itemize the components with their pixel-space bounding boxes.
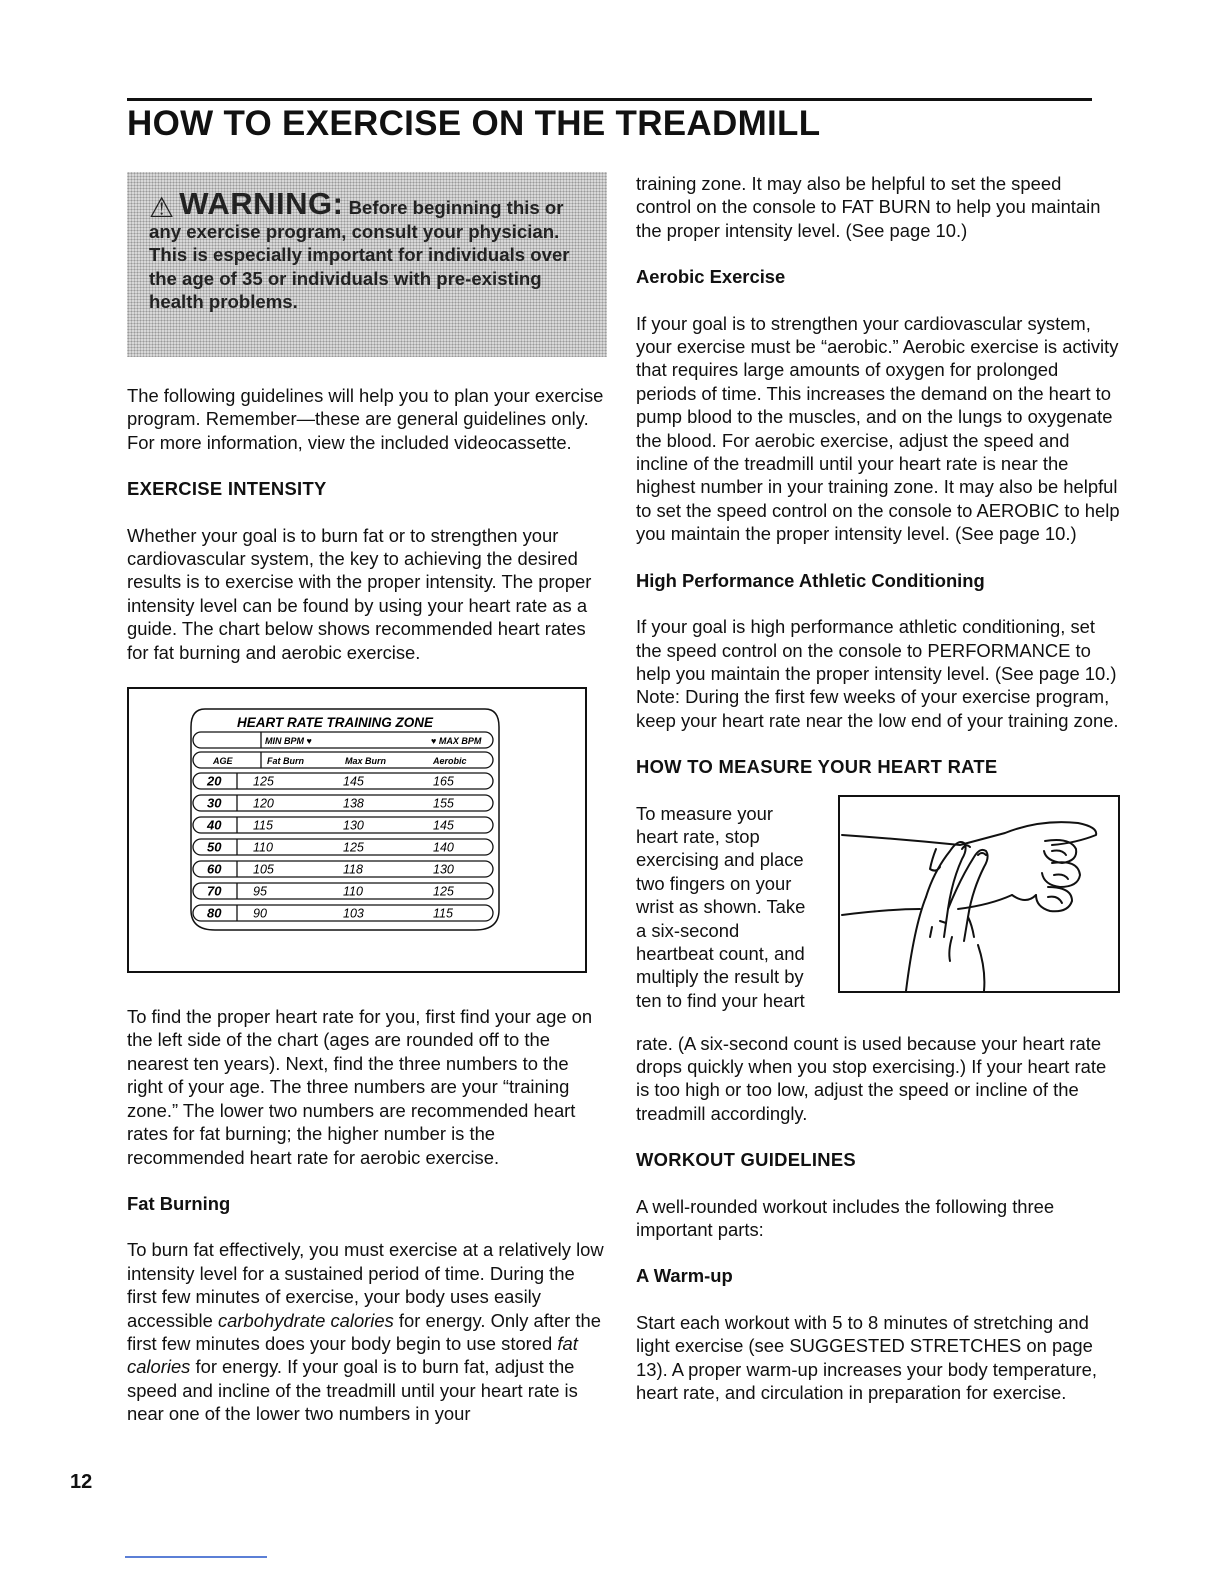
warning-triangle-icon: ⚠ [149, 192, 175, 223]
heart-rate-chart [185, 705, 505, 945]
chart-cell-max: 125 [343, 840, 364, 855]
chart-cell-fat: 95 [253, 884, 267, 899]
col-max-label: Max Burn [345, 756, 387, 767]
max-bpm-label: ♥ MAX BPM [431, 736, 482, 747]
chart-cell-aerobic: 155 [433, 796, 454, 811]
measure-paragraph-a: To measure your heart rate, stop exercising and place two fingers on your wrist as shown. Take a six-second heartbeat count, and multiply the result by ten to find your heart [636, 802, 806, 1011]
chart-cell-max: 145 [343, 774, 364, 789]
chart-cell-fat: 90 [253, 906, 267, 921]
chart-cell-max: 118 [343, 862, 363, 877]
min-bpm-label: MIN BPM ♥ [265, 736, 312, 747]
fat-text-3: for energy. If your goal is to burn fat, adjust the speed and incline of the treadmill until your heart rate is near one of the lower two numbers in your [127, 1356, 578, 1425]
chart-cell-age: 70 [207, 883, 222, 899]
measure-paragraph-b: rate. (A six-second count is used because your heart rate drops quickly when you stop exercising.) If your heart rate is too high or too low, adjust the speed or incline of the treadmill accordingly. [636, 1032, 1107, 1124]
warm-up-paragraph: Start each workout with 5 to 8 minutes of stretching and light exercise (see SUGGESTED STRETCHES on page 13). A proper warm-up increases your body temperature, heart rate, and circulation in preparation for exercise. [636, 1311, 1098, 1403]
chart-title: HEART RATE TRAINING ZONE [237, 715, 434, 731]
chart-cell-age: 30 [207, 795, 222, 811]
chart-cell-aerobic: 115 [433, 906, 453, 921]
intensity-paragraph: Whether your goal is to burn fat or to strengthen your cardiovascular system, the key to achieving the desired results is to exercise with the proper intensity. The proper intensity level can be found by using your heart rate as a guide. The chart below shows recommended heart rates for fat burning and aerobic exercise. [127, 524, 592, 663]
col-age-label: AGE [213, 756, 233, 767]
find-heart-rate-paragraph: To find the proper heart rate for you, first find your age on the left side of the chart (ages are rounded off to the nearest ten years). Next, find the three numbers to the right of your age. The three numbers are your “training zone.” The lower two numbers are recommended heart rates for fat burning; the higher number is the recommended heart rate for aerobic exercise. [127, 1006, 593, 1168]
workout-paragraph: A well-rounded workout includes the following three important parts: [636, 1195, 1055, 1240]
col-aerobic-label: Aerobic [433, 756, 467, 767]
chart-row-age-50 [193, 839, 493, 855]
warning-box [127, 172, 607, 357]
heart-rate-chart-frame [127, 687, 587, 973]
chart-row-age-80 [193, 905, 493, 921]
chart-cell-fat: 105 [253, 862, 274, 877]
chart-cell-aerobic: 125 [433, 884, 454, 899]
fat-burning-heading: Fat Burning [127, 1192, 231, 1214]
chart-header [193, 732, 493, 768]
chart-cell-max: 110 [343, 884, 363, 899]
chart-cell-age: 60 [207, 861, 222, 877]
chart-row-age-40 [193, 817, 493, 833]
chart-cell-aerobic: 140 [433, 840, 454, 855]
chart-cell-max: 130 [343, 818, 364, 833]
measure-section [636, 802, 1120, 1032]
chart-rows [193, 773, 493, 921]
hand-wrist-drawing [840, 797, 1118, 991]
fat-burn-continued-paragraph: training zone. It may also be helpful to set the speed control on the console to FAT BURN to help you maintain the proper intensity level. (See page 10.) [636, 173, 1101, 241]
chart-cell-fat: 125 [253, 774, 274, 789]
chart-row-age-70 [193, 883, 493, 899]
chart-cell-age: 40 [207, 817, 222, 833]
chart-cell-fat: 120 [253, 796, 274, 811]
chart-cell-fat: 110 [253, 840, 273, 855]
chart-cell-age: 50 [207, 839, 222, 855]
fat-burning-paragraph [127, 1238, 607, 1425]
measure-heart-rate-heading: HOW TO MEASURE YOUR HEART RATE [636, 756, 998, 778]
aerobic-heading: Aerobic Exercise [636, 266, 786, 288]
warning-label: WARNING: [179, 186, 344, 221]
fat-emphasis-2: fat calories [127, 1332, 578, 1378]
col-fat-label: Fat Burn [267, 756, 304, 767]
warning-text: Before beginning this or any exercise program, consult your physician. This is especially important for individuals over the age of 35 or individuals with pre-existing health problems. [149, 197, 570, 313]
high-performance-heading: High Performance Athletic Conditioning [636, 569, 985, 591]
chart-cell-max: 103 [343, 906, 364, 921]
chart-row-age-30 [193, 795, 493, 811]
fat-emphasis-1: carbohydrate calories [217, 1309, 394, 1331]
high-performance-paragraph: If your goal is high performance athletic conditioning, set the speed control on the console to PERFORMANCE to help you maintain the proper intensity level. (See page 10.) Note: During the first few weeks of your exercise program, keep your heart rate near the low end of your training zone. [636, 616, 1119, 731]
right-column [636, 172, 1120, 1427]
chart-row-age-60 [193, 861, 493, 877]
footer-underline [125, 1556, 267, 1558]
left-column [127, 172, 607, 1449]
chart-cell-fat: 115 [253, 818, 273, 833]
fat-text-2: for energy. Only after the first few minutes does your body begin to use stored [127, 1309, 601, 1354]
intro-paragraph: The following guidelines will help you to plan your exercise program. Remember—these are general guidelines only. For more information, view the included videocassette. [127, 385, 604, 453]
chart-cell-age: 80 [207, 905, 222, 921]
chart-cell-aerobic: 165 [433, 774, 454, 789]
fat-text-1: To burn fat effectively, you must exercise at a relatively low intensity level for a sustained period of time. During the first few minutes of exercise, your body uses easily accessible [127, 1239, 604, 1331]
page-title: HOW TO EXERCISE ON THE TREADMILL [127, 104, 821, 143]
chart-cell-aerobic: 145 [433, 818, 454, 833]
chart-cell-aerobic: 130 [433, 862, 454, 877]
chart-cell-age: 20 [207, 773, 222, 789]
exercise-intensity-heading: EXERCISE INTENSITY [127, 478, 327, 500]
chart-row-age-20 [193, 773, 493, 789]
warm-up-heading: A Warm-up [636, 1265, 733, 1287]
chart-cell-max: 138 [343, 796, 364, 811]
aerobic-paragraph: If your goal is to strengthen your cardiovascular system, your exercise must be “aerobic.” Aerobic exercise is activity that requires large amounts of oxygen for prolonged periods of time. This increases the demand on the heart to pump blood to the muscles, and on the lungs to oxygenate the blood. For aerobic exercise, adjust the speed and incline of the treadmill until your heart rate is near the highest number in your training zone. It may also be helpful to set the speed control on the console to AEROBIC to help you maintain the proper intensity level. (See page 10.) [636, 312, 1120, 545]
title-rule [127, 98, 1092, 101]
page-number: 12 [70, 1471, 93, 1493]
wrist-pulse-illustration [838, 795, 1120, 993]
workout-guidelines-heading: WORKOUT GUIDELINES [636, 1149, 856, 1171]
